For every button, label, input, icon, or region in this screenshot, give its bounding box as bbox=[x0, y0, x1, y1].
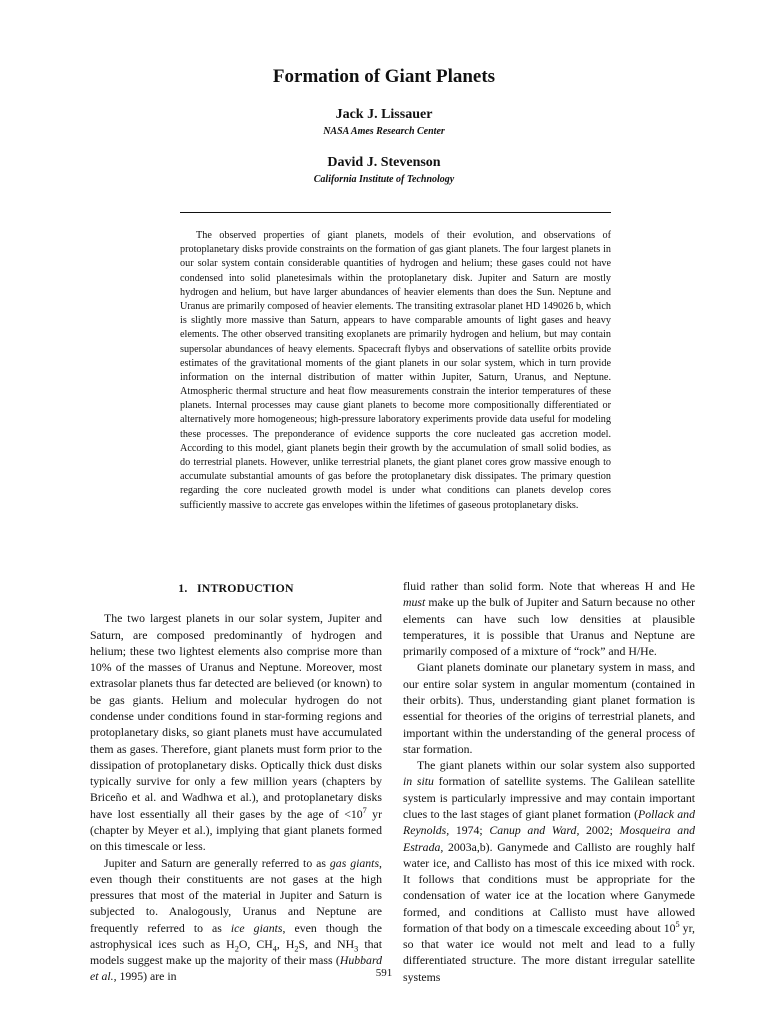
paragraph-4: The giant planets within our solar system also supported in situ formation of satellite systems. The Galilean satellite system is particularly impressive and may contain important clues to the last stages of giant planet formation (Pollack and Reynolds, 1974; Canup and Ward, 2002; Mosqueira and Estrada, 2003a,b). Ganymede and Callisto are roughly half water ice, and Callisto has most of this ice mixed with rock. It follows that conditions must be appropriate for the condensation of water ice at the location where Ganymede formed, and conditions at Callisto must have allowed formation of that body on a timescale exceeding about $10^5$ yr, so that water ice would not melt and lead to a fully differentiated structure. The more distant irregular satellite systems bbox=[403, 758, 696, 984]
right-column bbox=[403, 578, 695, 985]
author-affiliation-2: California Institute of Technology bbox=[313, 174, 455, 185]
author-name-1: Jack J. Lissauer bbox=[335, 107, 433, 122]
left-column bbox=[90, 578, 382, 985]
page-number: 591 bbox=[375, 967, 393, 979]
paragraph-2: Jupiter and Saturn are generally referred to as gas giants, even though their constituents are not gases at the high pressures that most of the material in Jupiter and Saturn is subjected to. Analogously, Uranus and Neptune are frequently referred to as ice giants, even though the astrophysical ices such as $H_2O$, $CH_4$, $H_2S$, and $NH_3$ that models suggest make up the majority of their mass (Hubbard et al., 1995) are in bbox=[90, 855, 383, 984]
author-affiliation-1: NASA Ames Research Center bbox=[323, 126, 445, 137]
paragraph-3: Giant planets dominate our planetary system in mass, and our entire solar system in angular momentum (contained in their orbits). Thus, understanding giant planet formation is essential for theories of the origins of terrestrial planets, and important within the understanding of the general process of star formation. bbox=[403, 660, 695, 756]
section-heading bbox=[90, 580, 382, 596]
section-number: 1. bbox=[178, 581, 188, 595]
paragraph-1: The two largest planets in our solar system, Jupiter and Saturn, are composed predominantly of hydrogen and helium; these two lightest elements also comprise more than 10% of the masses of Uranus and Neptune. Moreover, most extrasolar planets thus far detected are believed (or known) to be gas giants. Helium and molecular hydrogen do not condense under conditions found in star-forming regions and protoplanetary disks, so giant planets must have accumulated them as gases. Therefore, giant planets must form prior to the dissipation of protoplanetary disks. Optically thick dust disks typically survive for only a few million years (chapters by Briceño et al. and Wadhwa et al.), and protoplanetary disks have lost essentially all their gases by the age of $<10^7$ yr (chapter by Meyer et al.), implying that giant planets formed on this timescale or less. bbox=[90, 611, 382, 854]
paper-title: Formation of Giant Planets bbox=[272, 66, 496, 87]
author-name-2: David J. Stevenson bbox=[327, 155, 441, 170]
section-title: INTRODUCTION bbox=[196, 581, 294, 595]
abstract-divider bbox=[180, 212, 611, 213]
paragraph-continued: fluid rather than solid form. Note that whereas H and He must make up the bulk of Jupiter and Saturn because no other elements can have such low densities at plausible temperatures, it is possible that Uranus and Neptune are primarily composed of a mixture of “rock” and H/He. bbox=[403, 579, 695, 659]
abstract: The observed properties of giant planets, models of their evolution, and observations of protoplanetary disks provide constraints on the formation of gas giant planets. The four largest planets in our solar system contain considerable quantities of hydrogen and helium; these gases could not have condensed into solid planetesimals within the protoplanetary disk. Jupiter and Saturn are mostly hydrogen and helium, but have larger abundances of heavier elements than does the Sun. Neptune and Uranus are primarily composed of heavier elements. The transiting extrasolar planet HD 149026 b, which is slightly more massive than Saturn, appears to have comparable amounts of light gases and heavy elements. The other observed transiting exoplanets are primarily hydrogen and helium, but may contain supersolar abundances of heavy elements. Spacecraft flybys and observations of satellite orbits provide estimates of the gravitational moments of the giant planets in our solar system, which in turn provide information on the internal distribution of matter within Jupiter, Saturn, Uranus, and Neptune. Atmospheric thermal structure and heat flow measurements constrain the interior temperatures of these planets. Internal processes may cause giant planets to become more compositionally differentiated or alternatively more homogeneous; high-pressure laboratory experiments provide data useful for modeling these processes. The preponderance of evidence supports the core nucleated gas accretion model. According to this model, giant planets begin their growth by the accumulation of small solid bodies, as do terrestrial planets. However, unlike terrestrial planets, the giant planet cores grow massive enough to accumulate substantial amounts of gas before the protoplanetary disk dissipates. The primary question regarding the core nucleated growth model is under what conditions can planets develop cores sufficiently massive to accrete gas envelopes within the lifetimes of gaseous protoplanetary disks. bbox=[180, 230, 611, 511]
